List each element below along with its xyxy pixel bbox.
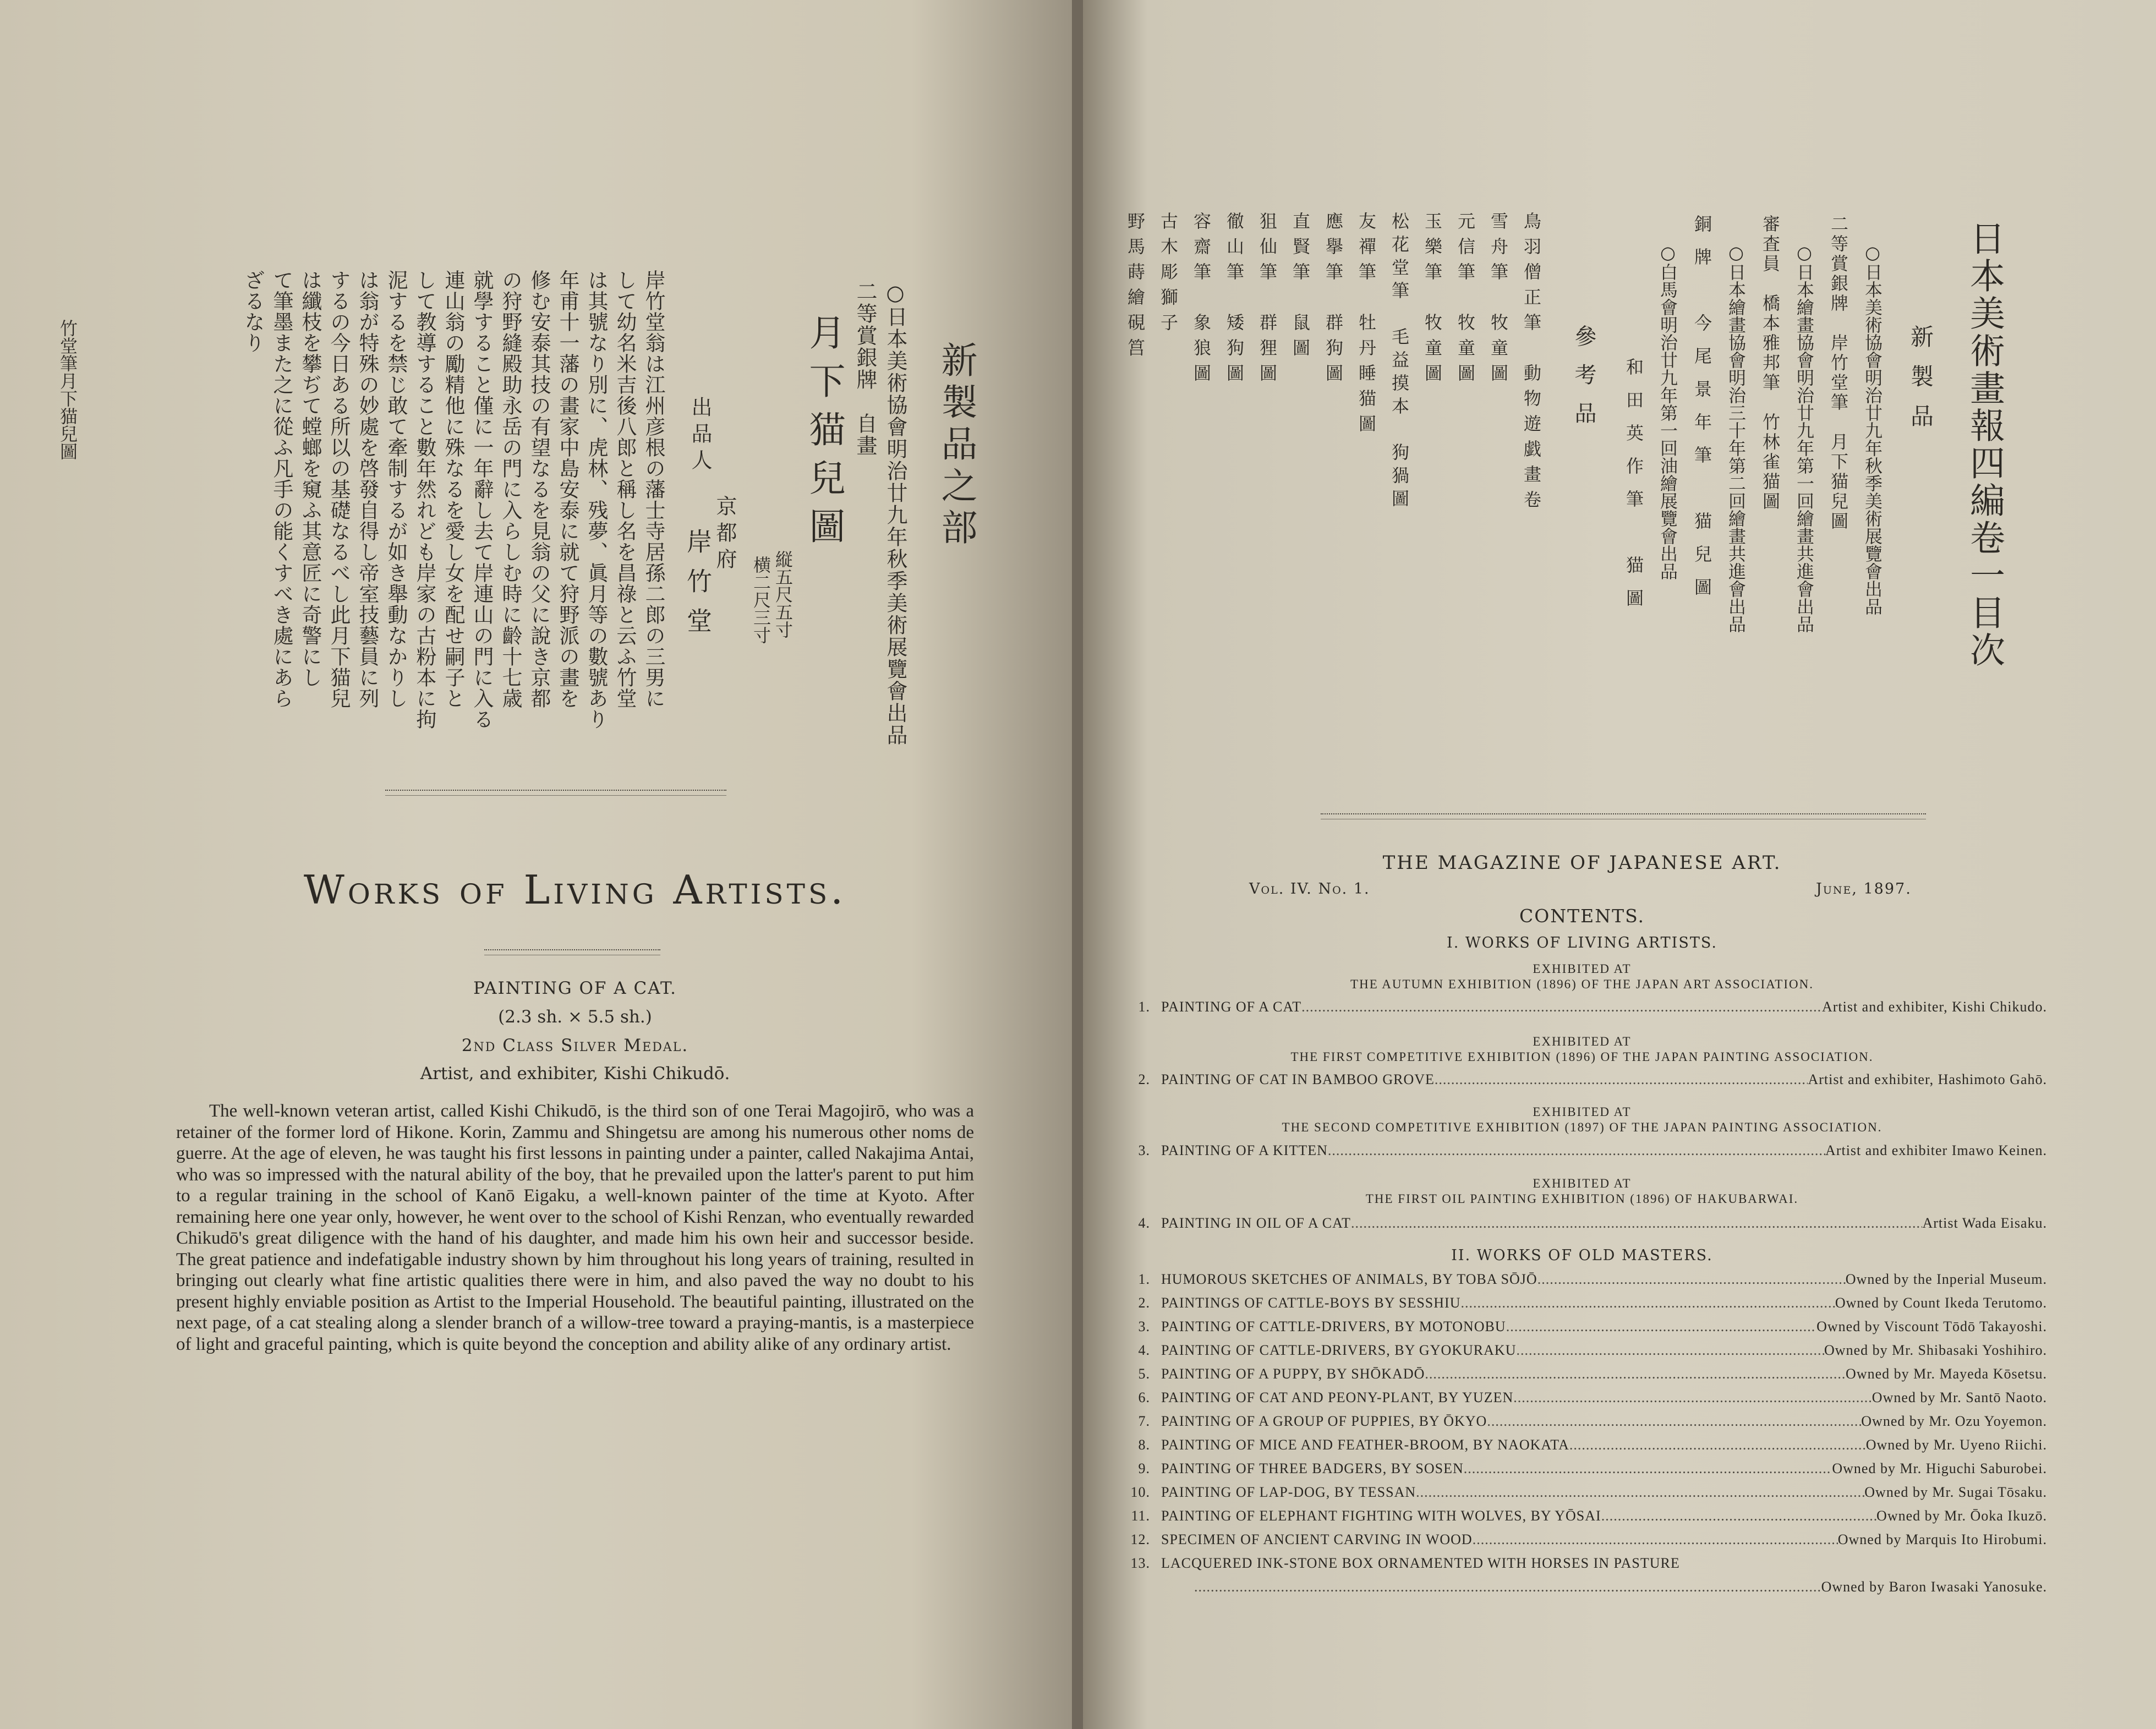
date-en: June, 1897. [1816,880,1912,898]
body-column-jp: ざるなり [241,270,265,353]
toc-row [1112,1531,2047,1548]
toc-row-continued [1112,1579,2047,1595]
toc-title: PAINTING OF THREE BADGERS, BY SOSEN [1161,1460,1464,1476]
body-column-jp: 岸竹堂翁は江州彦根の藩士寺居孫二郎の三男に [642,270,665,709]
toc-row [1112,1437,2047,1453]
body-column-jp: するの今日ある所以の基礎なるべし此月下猫兒 [327,270,351,709]
contents-en: CONTENTS. [1519,905,1645,927]
toc-owner: Owned by Count Ikeda Terutomo. [1835,1295,2047,1311]
toc-num: 2. [1138,1295,1150,1311]
body-column-jp: は纖枝を攀ぢて螳螂を窺ふ其意匠に奇警にし [298,270,322,688]
toc-owner: Owned by Mr. Ōoka Ikuzō. [1876,1508,2047,1524]
toc-leader [1487,1413,1861,1430]
toc-num: 2. [1138,1071,1150,1087]
toc-leader [1473,1531,1838,1548]
heading-en: Works of Living Artists. [303,867,847,913]
toc-title: PAINTINGS OF CATTLE-BOYS BY SESSHIU [1161,1295,1461,1311]
jp-toc-new-line: 銅牌 今尾景年筆 猫兒圖 [1692,215,1712,611]
magazine-title-jp: 日本美術畫報四編卷一目次 [1964,220,2005,669]
toc-title: PAINTING IN OIL OF A CAT [1161,1215,1351,1231]
toc-leader [1416,1484,1864,1501]
toc-num: 11. [1131,1508,1150,1524]
toc-owner: Owned by Marquis Ito Hirobumi. [1837,1531,2047,1547]
reference-jp: 參考品 [1571,325,1596,440]
toc-row [1112,1295,2047,1311]
jp-toc-ref: 狙仙筆 群狸圖 [1257,212,1278,389]
section-1-en: I. WORKS OF LIVING ARTISTS. [1447,934,1717,951]
jp-toc-ref: 松花堂筆 毛益摸本 狗猧圖 [1389,212,1410,512]
artist-en: Artist, and exhibiter, Kishi Chikudō. [420,1064,730,1084]
toc-title: PAINTING OF CAT AND PEONY-PLANT, BY YUZEN [1161,1389,1514,1405]
toc-row [1112,1142,2047,1159]
exhibition-note-jp: ○日本美術協會明治廿九年秋季美術展覽會出品 [883,281,907,746]
left-page [0,0,1072,1729]
painting-title-en: PAINTING OF A CAT. [473,978,677,998]
exhibited-at: EXHIBITED AT [1533,962,1632,976]
toc-leader [1351,1215,1923,1232]
toc-leader [1435,1071,1808,1088]
ornamental-rule [484,949,660,955]
jp-toc-new-line: 二等賞銀牌 岸竹堂筆 月下猫兒圖 [1828,215,1849,532]
medal-en: 2nd Class Silver Medal. [461,1036,689,1055]
section-title-jp: 新製品之部 [935,341,977,550]
body-column-jp: 修む安泰其技の有望なるを見翁の父に說き京都 [527,270,551,709]
exhibition-name: THE FIRST COMPETITIVE EXHIBITION (1896) OF THE JAPAN PAINTING ASSOCIATION. [1290,1050,1874,1064]
toc-leader [1537,1271,1846,1288]
toc-title: PAINTING OF MICE AND FEATHER-BROOM, BY NAOKATA [1161,1437,1569,1453]
toc-num: 7. [1138,1413,1150,1429]
toc-leader [1194,1579,1821,1595]
body-column-jp: は其號なり別に、虎林、残夢、眞月等の數號あり [584,270,608,730]
dimensions-en: (2.3 sh. × 5.5 sh.) [498,1007,652,1027]
jp-toc-ref: 玉樂筆 牧童圖 [1422,212,1443,389]
toc-title: PAINTING OF A PUPPY, BY SHŌKADŌ [1161,1366,1425,1382]
toc-leader [1460,1295,1835,1311]
toc-title: PAINTING OF LAP-DOG, BY TESSAN [1161,1484,1416,1500]
body-en: The well-known veteran artist, called Kishi Chikudō, is the third son of one Terai Magojirō, who was a retainer of the former lord of Hikone. Korin, Zammu and Shingetsu are among his numerous other noms de guerre. At the age of eleven, he was taught his first lessons in painting under a painter, called Nakajima Antai, who was so impressed with the natural ability of the boy, that he prevailed upon the latter's parent to put him to a regular training in the school of Kanō Eigaku, a well-known painter of the time at Kyoto. After remaining here one year only, however, he went over to the school of Kishi Renzan, who eventually rewarded Chikudō's great diligence with the hand of his daughter, and made him his own heir and successor beside. The great patience and indefatigable industry shown by him throughout his long years of training, resulted in bringing out clearly what fine artistic qualities there were in him, and also paved the way no doubt to his present highly enviable position as Artist to the Imperial Household. The beautiful painting, illustrated on the next page, of a cat stealing along a slender branch of a willow-tree toward a praying-mantis, is a masterpiece of light and graceful painting, which is quite beyond the conception and ability alike of any ordinary artist. [176,1101,974,1354]
body-column-jp: 泥するを禁じ敢て牽制するが如き舉動なかりし [384,270,408,709]
body-column-jp: 年甫十一藩の畫家中島安泰に就て狩野派の畫を [556,270,579,709]
toc-leader [1601,1508,1876,1524]
body-column-jp: て筆墨また之に從ふ凡手の能くすべき處にあら [270,270,293,709]
vol-en: Vol. IV. No. 1. [1249,880,1370,898]
toc-title: PAINTING OF ELEPHANT FIGHTING WITH WOLVES, BY YŌSAI [1161,1508,1601,1524]
toc-leader [1328,1142,1825,1159]
size-jp-1: 縦五尺五寸 [773,550,794,638]
exhibition-name: THE SECOND COMPETITIVE EXHIBITION (1897) OF THE JAPAN PAINTING ASSOCIATION. [1282,1120,1883,1134]
toc-owner: Owned by the Inperial Museum. [1845,1271,2047,1287]
toc-title: PAINTING OF CAT IN BAMBOO GROVE [1161,1071,1435,1087]
book-gutter [1072,0,1083,1729]
exhibited-at: EXHIBITED AT [1533,1177,1632,1190]
toc-title: LACQUERED INK-STONE BOX ORNAMENTED WITH HORSES IN PASTURE [1161,1555,1680,1571]
award-jp: 二等賞銀牌 自畫 [853,281,877,457]
toc-row [1112,1366,2047,1382]
body-column-jp: の狩野縫殿助永岳の門に入らしむ時に齡十七歳 [499,270,522,709]
toc-row [1112,1555,2047,1572]
exhibition-name: THE FIRST OIL PAINTING EXHIBITION (1896) OF HAKUBARWAI. [1365,1192,1799,1206]
section-2-en: II. WORKS OF OLD MASTERS. [1451,1247,1713,1264]
jp-toc-new-top: ○白馬會明治廿九年第一回油繪展覽會出品 [1657,242,1678,580]
toc-row [1112,1215,2047,1232]
jp-toc-ref: 野馬蒔繪硯筥 [1125,212,1146,364]
toc-row [1112,1071,2047,1088]
toc-owner: Owned by Mr. Mayeda Kōsetsu. [1846,1366,2047,1382]
toc-row [1112,1389,2047,1406]
toc-row [1112,1484,2047,1501]
toc-title: PAINTING OF A GROUP OF PUPPIES, BY ŌKYO [1161,1413,1487,1429]
spacer [1680,1555,2047,1572]
jp-toc-ref: 雪舟筆 牧童圖 [1488,212,1509,389]
toc-owner: Owned by Viscount Tōdō Takayoshi. [1816,1318,2047,1334]
toc-title: PAINTING OF A KITTEN [1161,1142,1328,1158]
toc-row [1112,1271,2047,1288]
size-jp-2: 横二尺三寸 [751,556,771,644]
toc-num: 8. [1138,1437,1150,1453]
body-column-jp: して教導すること數年然れども岸家の古粉本に拘 [413,270,436,730]
toc-num: 4. [1138,1342,1150,1358]
toc-leader [1425,1366,1846,1382]
toc-num: 4. [1138,1215,1150,1231]
jp-toc-ref: 元信筆 牧童圖 [1455,212,1476,389]
toc-owner: Artist and exhibiter, Hashimoto Gahō. [1808,1071,2047,1087]
toc-owner: Owned by Mr. Shibasaki Yoshihiro. [1824,1342,2047,1358]
exhibitor-name-jp: 岸竹堂 [683,528,713,647]
toc-owner: Artist and exhibiter, Kishi Chikudo. [1821,999,2047,1015]
toc-num: 9. [1138,1460,1150,1476]
toc-owner: Artist and exhibiter Imawo Keinen. [1825,1142,2047,1158]
toc-leader [1513,1389,1872,1406]
jp-toc-ref: 古木彫獅子 [1158,212,1179,338]
jp-toc-new-line: 和田英作筆 猫圖 [1623,358,1644,622]
toc-row [1112,1508,2047,1524]
toc-owner: Owned by Mr. Sugai Tōsaku. [1864,1484,2047,1500]
toc-title: PAINTING OF CATTLE-DRIVERS, BY GYOKURAKU [1161,1342,1517,1358]
toc-title: PAINTING OF A CAT [1161,999,1302,1015]
body-column-jp: は翁が特殊の妙處を啓發自得し帝室技藝員に列 [355,270,379,709]
exhibitor-label-jp: 出品人 [688,396,712,475]
toc-num: 13. [1130,1555,1150,1571]
jp-toc-ref: 友禪筆 牡丹睡猫圖 [1356,212,1377,440]
jp-toc-new-top: ○日本繪畫協會明治廿九年第一回繪畫共進會出品 [1794,242,1815,633]
toc-num: 1. [1138,1271,1150,1287]
jp-toc-ref: 容齋筆 象狼圖 [1191,212,1212,389]
toc-owner: Owned by Mr. Santō Naoto. [1872,1389,2047,1405]
caption-jp: 竹堂筆月下猫兒圖 [57,319,78,460]
ornamental-rule [385,790,726,796]
exhibited-at: EXHIBITED AT [1533,1105,1632,1119]
toc-num: 3. [1138,1142,1150,1158]
toc-leader [1516,1342,1824,1359]
jp-toc-new-top: ○日本美術協會明治廿九年秋季美術展覽會出品 [1862,242,1883,615]
jp-toc-new-top: ○日本繪畫協會明治三十年第二回繪畫共進會出品 [1726,242,1747,633]
toc-num: 5. [1138,1366,1150,1382]
toc-num: 10. [1130,1484,1150,1500]
magazine-title-en: THE MAGAZINE OF JAPANESE ART. [1382,852,1782,874]
toc-title: HUMOROUS SKETCHES OF ANIMALS, BY TOBA SŌJŌ [1161,1271,1537,1287]
toc-row [1112,1318,2047,1335]
toc-owner: Owned by Baron Iwasaki Yanosuke. [1821,1579,2047,1595]
jp-toc-ref: 應擧筆 群狗圖 [1323,212,1344,389]
jp-toc-ref: 直賢筆 鼠圖 [1290,212,1311,364]
work-title-jp: 月下猫兒圖 [803,314,845,556]
toc-title: PAINTING OF CATTLE-DRIVERS, BY MOTONOBU [1161,1318,1506,1334]
ornamental-rule [1321,813,1926,819]
toc-leader [1506,1318,1816,1335]
toc-owner: Owned by Mr. Higuchi Saburobei. [1832,1460,2047,1476]
toc-num: 6. [1138,1389,1150,1405]
body-column-jp: して幼名米吉後八郎と稱し名を昌祿と云ふ竹堂 [613,270,637,709]
toc-owner: Owned by Mr. Ozu Yoyemon. [1861,1413,2047,1429]
exhibition-name: THE AUTUMN EXHIBITION (1896) OF THE JAPAN ART ASSOCIATION. [1350,977,1814,991]
new-works-jp: 新製品 [1907,325,1934,444]
exhibited-at: EXHIBITED AT [1533,1035,1632,1048]
toc-row [1112,999,2047,1015]
toc-leader [1464,1460,1832,1477]
jp-toc-ref: 鳥羽僧正筆 動物遊戯畫卷 [1521,212,1542,516]
toc-leader [1301,999,1822,1015]
toc-num: 3. [1138,1318,1150,1334]
toc-row [1112,1413,2047,1430]
toc-owner: Owned by Mr. Uyeno Riichi. [1865,1437,2047,1453]
toc-row [1112,1342,2047,1359]
toc-num: 1. [1138,999,1150,1015]
jp-toc-ref: 徹山筆 矮狗圖 [1224,212,1245,389]
toc-title: SPECIMEN OF ANCIENT CARVING IN WOOD [1161,1531,1473,1547]
exhibitor-place-jp: 京都府 [713,495,737,574]
jp-toc-new-line: 審査員 橋本雅邦筆 竹林雀猫圖 [1760,215,1781,512]
body-column-jp: 連山翁の勵精他に殊なるを愛し女を配せ嗣子と [441,270,465,709]
toc-num: 12. [1130,1531,1150,1547]
toc-owner: Artist Wada Eisaku. [1922,1215,2047,1231]
body-column-jp: 就學すること僅に一年辭し去て岸連山の門に入る [470,270,494,730]
toc-row [1112,1460,2047,1477]
toc-leader [1569,1437,1866,1453]
